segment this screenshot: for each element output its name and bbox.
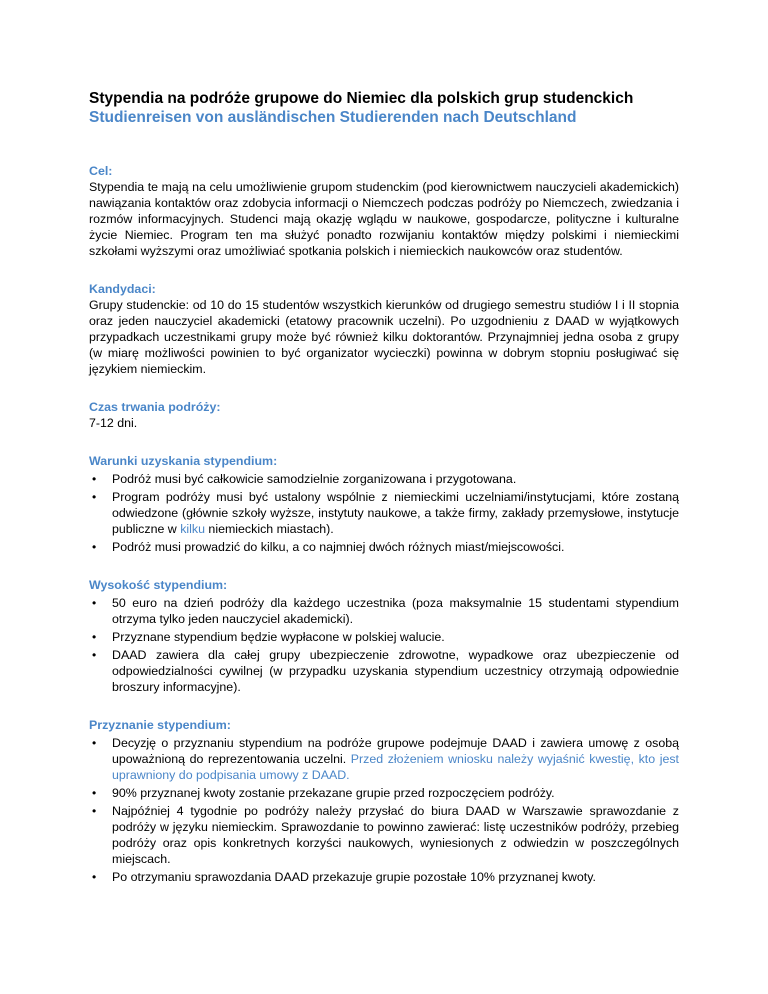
- bullet-icon: •: [92, 596, 97, 610]
- list-przyznanie: [89, 735, 679, 885]
- bullet-icon: •: [92, 630, 97, 644]
- heading-warunki: Warunki uzyskania stypendium:: [89, 454, 278, 468]
- section-przyznanie: [89, 717, 679, 885]
- bullet-icon: •: [92, 804, 97, 818]
- section-cel: [89, 163, 679, 259]
- list-item: [89, 595, 679, 627]
- document-content: [89, 89, 679, 887]
- list-item: [89, 471, 679, 487]
- list-item: [89, 647, 679, 695]
- heading-kandydaci: Kandydaci:: [89, 282, 156, 296]
- title-polish: Stypendia na podróże grupowe do Niemiec dla polskich grup studenckich: [89, 90, 634, 107]
- text-cel: Stypendia te mają na celu umożliwienie grupom studenckim (pod kierownictwem nauczycieli akademickich) nawiązania kontaktów oraz zdobycia informacji o Niemczech podczas podróży po Niemczech, zwiedzania i rozmów informacyjnych. Studenci mają okazję wglądu w naukowe, gospodarcze, polityczne i kulturalne życie Niemiec. Program ten ma służyć ponadto rozwijaniu kontaktów między polskimi i niemieckimi szkołami wyższymi oraz umożliwiać spotkania polskich i niemieckich naukowców oraz studentów.: [89, 180, 679, 258]
- list-item: [89, 489, 679, 537]
- list-item-text: Najpóźniej 4 tygodnie po podróży należy przysłać do biura DAAD w Warszawie sprawozdanie z podróży w języku niemieckim. Sprawozdanie to powinno zawierać: listę uczestników podróży, przebieg podróży oraz opis konkretnych korzyści naukowych, wyniesionych z odwiedzin w poszczególnych miejscach.: [112, 804, 679, 866]
- heading-wysokosc: Wysokość stypendium:: [89, 578, 228, 592]
- list-item-text: Przyznane stypendium będzie wypłacone w polskiej walucie.: [112, 630, 445, 644]
- text-kandydaci: Grupy studenckie: od 10 do 15 studentów wszystkich kierunków od drugiego semestru studiów I i II stopnia oraz jeden nauczyciel akademicki (etatowy pracownik uczelni). Po uzgodnieniu z DAAD w wyjątkowych przypadkach uczestnikami grupy może być również kilku doktorantów. Przynajmniej jedna osoba z grupy (w miarę możliwości powinien to być organizator wycieczki) powinna w dobrym stopniu posługiwać się językiem niemieckim.: [89, 298, 679, 376]
- list-item: [89, 629, 679, 645]
- bullet-icon: •: [92, 540, 97, 554]
- list-item: [89, 869, 679, 885]
- list-item-text: Program podróży musi być ustalony wspólnie z niemieckimi uczelniami/instytucjami, które zostaną odwiedzone (głównie szkoły wyższe, instytuty naukowe, a także firmy, zakłady przemysłowe, instytucje publiczne w: [112, 490, 679, 536]
- list-item-text: 50 euro na dzień podróży dla każdego uczestnika (poza maksymalnie 15 studentami stypendium otrzyma tylko jeden nauczyciel akademicki).: [112, 596, 679, 626]
- heading-przyznanie: Przyznanie stypendium:: [89, 718, 231, 732]
- list-item: [89, 539, 679, 555]
- list-item-text: 90% przyznanej kwoty zostanie przekazane grupie przed rozpoczęciem podróży.: [112, 786, 555, 800]
- list-item-text: Podróż musi być całkowicie samodzielnie zorganizowana i przygotowana.: [112, 472, 517, 486]
- list-warunki: [89, 471, 679, 555]
- bullet-icon: •: [92, 736, 97, 750]
- section-kandydaci: [89, 281, 679, 377]
- list-item-text: Decyzję o przyznaniu stypendium na podróże grupowe podejmuje DAAD i zawiera umowę z osobą upoważnioną do reprezentowania uczelni.: [112, 736, 679, 766]
- list-item-text: DAAD zawiera dla całej grupy ubezpieczenie zdrowotne, wypadkowe oraz ubezpieczenie od odpowiedzialności cywilnej (w przypadku uzyskania stypendium uczestnicy otrzymają odpowiednie broszury informacyjne).: [112, 648, 679, 694]
- text-czas: 7-12 dni.: [89, 416, 138, 430]
- highlighted-note: Przed złożeniem wniosku należy wyjaśnić kwestię, kto jest uprawniony do podpisania umowy z DAAD.: [112, 752, 679, 782]
- bullet-icon: •: [92, 472, 97, 486]
- list-item: [89, 803, 679, 867]
- bullet-icon: •: [92, 786, 97, 800]
- list-item: [89, 735, 679, 783]
- list-item-text: niemieckich miastach).: [204, 522, 334, 536]
- bullet-icon: •: [92, 490, 97, 504]
- heading-cel: Cel:: [89, 164, 113, 178]
- list-item-text: Po otrzymaniu sprawozdania DAAD przekazuje grupie pozostałe 10% przyznanej kwoty.: [112, 870, 596, 884]
- list-item: [89, 785, 679, 801]
- bullet-icon: •: [92, 648, 97, 662]
- list-item-text: Podróż musi prowadzić do kilku, a co najmniej dwóch różnych miast/miejscowości.: [112, 540, 565, 554]
- section-warunki: [89, 453, 679, 555]
- title-german: Studienreisen von ausländischen Studierenden nach Deutschland: [89, 109, 577, 126]
- heading-czas: Czas trwania podróży:: [89, 400, 221, 414]
- highlighted-word: kilku: [180, 522, 205, 536]
- list-wysokosc: [89, 595, 679, 695]
- bullet-icon: •: [92, 870, 97, 884]
- section-czas: [89, 399, 679, 431]
- section-wysokosc: [89, 577, 679, 695]
